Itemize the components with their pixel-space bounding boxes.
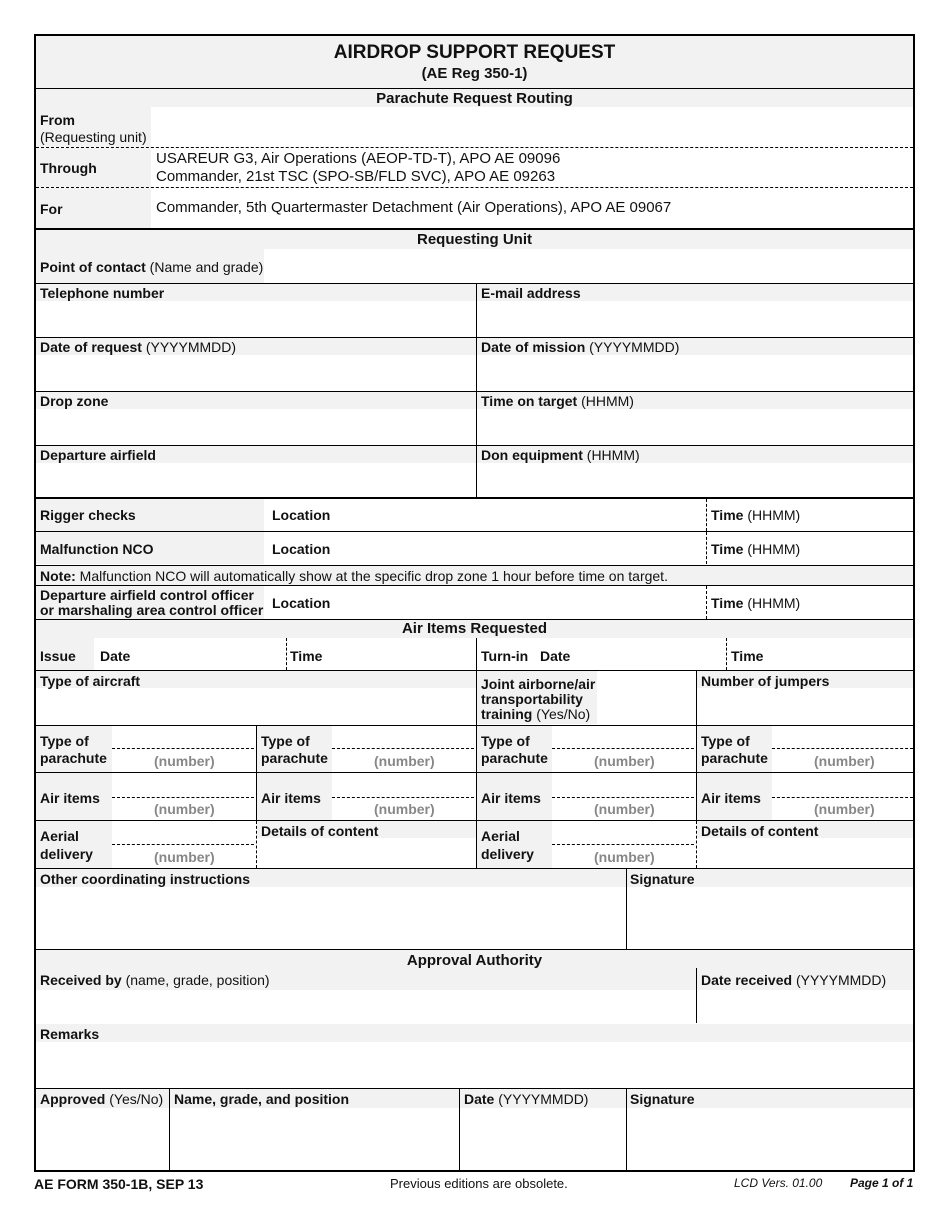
parachute-type-field-2[interactable] (334, 728, 474, 748)
instructions-signature-field[interactable] (628, 888, 912, 948)
date-received-label: Date received (YYYYMMDD) (701, 972, 887, 988)
obsolete-note: Previous editions are obsolete. (390, 1176, 568, 1191)
through-line-2: Commander, 21st TSC (SPO-SB/FLD SVC), APO AE 09263 (156, 168, 556, 185)
aerial-delivery-field-1[interactable] (114, 823, 254, 843)
air-items-label-2: Air items (261, 790, 321, 806)
from-sub-label: (Requesting unit) (40, 129, 147, 145)
date-request-label: Date of request (YYYYMMDD) (40, 339, 237, 355)
poc-field[interactable] (266, 250, 912, 282)
details-content-field-1[interactable] (258, 839, 474, 867)
routing-header: Parachute Request Routing (376, 90, 573, 107)
parachute-number-field-1[interactable] (114, 750, 254, 770)
aerial-delivery-label-1a: Aerial (40, 828, 79, 844)
date-mission-label: Date of mission (YYYYMMDD) (481, 339, 680, 355)
air-items-field-1[interactable] (114, 776, 254, 796)
rigger-time-label: Time (HHMM) (711, 507, 801, 523)
details-content-label-1: Details of content (261, 823, 379, 839)
note-text: Note: Malfunction NCO will automatically show at the specific drop zone 1 hour before time on target. (40, 568, 668, 584)
issue-label: Issue (40, 648, 76, 664)
air-items-field-3[interactable] (554, 776, 694, 796)
air-items-label-4: Air items (701, 790, 761, 806)
rigger-time-field[interactable] (816, 500, 912, 530)
type-parachute-label-2a: Type of (261, 733, 310, 749)
from-field[interactable] (152, 108, 912, 146)
type-parachute-label-1b: parachute (40, 750, 107, 766)
parachute-type-field-1[interactable] (114, 728, 254, 748)
type-parachute-label-4a: Type of (701, 733, 750, 749)
turnin-label: Turn-in (481, 648, 529, 664)
jumpers-field[interactable] (698, 689, 912, 723)
type-aircraft-field[interactable] (36, 689, 474, 723)
time-on-target-label: Time on target (HHMM) (481, 393, 634, 409)
rigger-location-label: Location (272, 507, 331, 523)
requesting-unit-header: Requesting Unit (417, 231, 532, 248)
through-label: Through (40, 160, 97, 176)
departure-airfield-label: Departure airfield (40, 447, 156, 463)
joint-label-1: Joint airborne/air (481, 676, 596, 692)
air-items-label-3: Air items (481, 790, 541, 806)
approved-label: Approved (Yes/No) (40, 1091, 164, 1107)
instructions-signature-label: Signature (630, 871, 695, 887)
dacco-time-field[interactable] (816, 587, 912, 618)
remarks-field[interactable] (36, 1043, 912, 1087)
aerial-number-2: (number) (594, 849, 655, 865)
drop-zone-label: Drop zone (40, 393, 109, 409)
air-items-number-3: (number) (594, 801, 655, 817)
dacco-location-label: Location (272, 595, 331, 611)
page-number: Page 1 of 1 (850, 1176, 914, 1190)
parachute-number-field-2[interactable] (334, 750, 474, 770)
malfunction-nco-label: Malfunction NCO (40, 541, 154, 557)
dacco-location-field[interactable] (346, 587, 704, 618)
drop-zone-field[interactable] (36, 410, 474, 444)
aerial-delivery-label-2a: Aerial (481, 828, 520, 844)
parachute-number-field-4[interactable] (774, 750, 912, 770)
remarks-label: Remarks (40, 1026, 100, 1042)
jumpers-label: Number of jumpers (701, 673, 830, 689)
received-by-label: Received by (name, grade, position) (40, 972, 270, 988)
joint-label-2: transportability (481, 691, 583, 707)
form-id: AE FORM 350-1B, SEP 13 (34, 1176, 204, 1192)
approver-name-label: Name, grade, and position (174, 1091, 350, 1107)
rigger-location-field[interactable] (346, 500, 704, 530)
joint-label-3: training (Yes/No) (481, 706, 591, 722)
turnin-time-label: Time (731, 648, 764, 664)
through-line-1: USAREUR G3, Air Operations (AEOP-TD-T), APO AE 09096 (156, 150, 561, 167)
from-label: From (40, 112, 75, 128)
parachute-type-field-3[interactable] (554, 728, 694, 748)
instructions-field[interactable] (36, 888, 624, 948)
type-aircraft-label: Type of aircraft (40, 673, 141, 689)
rigger-checks-label: Rigger checks (40, 507, 136, 523)
malfunction-time-label: Time (HHMM) (711, 541, 801, 557)
approval-date-label: Date (YYYYMMDD) (464, 1091, 589, 1107)
details-content-field-2[interactable] (698, 839, 912, 867)
date-request-field[interactable] (36, 356, 474, 390)
type-parachute-label-4b: parachute (701, 750, 768, 766)
issue-time-field[interactable] (328, 639, 474, 669)
type-parachute-label-3a: Type of (481, 733, 530, 749)
don-equipment-field[interactable] (477, 464, 912, 497)
approval-signature-field[interactable] (628, 1109, 912, 1169)
email-field[interactable] (477, 302, 912, 336)
aerial-delivery-field-2[interactable] (554, 823, 694, 843)
email-label: E-mail address (481, 285, 581, 301)
departure-airfield-field[interactable] (36, 464, 474, 497)
date-mission-field[interactable] (477, 356, 912, 390)
approval-date-field[interactable] (461, 1109, 624, 1169)
aerial-number-1: (number) (154, 849, 215, 865)
malfunction-location-field[interactable] (346, 533, 704, 563)
parachute-type-field-4[interactable] (774, 728, 912, 748)
details-content-label-2: Details of content (701, 823, 819, 839)
parachute-number-3: (number) (594, 753, 655, 769)
issue-date-field[interactable] (141, 639, 284, 669)
type-parachute-label-3b: parachute (481, 750, 548, 766)
parachute-number-1: (number) (154, 753, 215, 769)
don-equipment-label: Don equipment (HHMM) (481, 447, 640, 463)
air-items-field-2[interactable] (334, 776, 474, 796)
version: LCD Vers. 01.00 (734, 1176, 823, 1190)
poc-label: Point of contact (Name and grade) (40, 259, 264, 275)
type-parachute-label-2b: parachute (261, 750, 328, 766)
telephone-label: Telephone number (40, 285, 165, 301)
turnin-time-field[interactable] (771, 639, 912, 669)
air-items-header: Air Items Requested (401, 620, 548, 637)
received-by-field[interactable] (36, 991, 694, 1023)
air-items-number-4: (number) (814, 801, 875, 817)
aerial-delivery-label-2b: delivery (481, 846, 534, 862)
airdrop-support-request-form (34, 34, 915, 1172)
instructions-label: Other coordinating instructions (40, 871, 251, 887)
time-on-target-field[interactable] (477, 410, 912, 444)
date-received-field[interactable] (698, 991, 912, 1023)
dacco-label-2: or marshaling area control officer (40, 602, 264, 618)
joint-training-field[interactable] (599, 672, 694, 723)
type-parachute-label-1a: Type of (40, 733, 89, 749)
malfunction-location-label: Location (272, 541, 331, 557)
for-value: Commander, 5th Quartermaster Detachment (Air Operations), APO AE 09067 (156, 199, 672, 216)
dacco-time-label: Time (HHMM) (711, 595, 801, 611)
issue-date-label: Date (100, 648, 131, 664)
approved-field[interactable] (36, 1109, 167, 1169)
approval-signature-label: Signature (630, 1091, 695, 1107)
turnin-date-label: Date (540, 648, 571, 664)
parachute-number-field-3[interactable] (554, 750, 694, 770)
form-title: AIRDROP SUPPORT REQUEST (333, 42, 616, 63)
turnin-date-field[interactable] (581, 639, 724, 669)
air-items-number-1: (number) (154, 801, 215, 817)
aerial-delivery-label-1b: delivery (40, 846, 93, 862)
for-label: For (40, 201, 63, 217)
air-items-number-2: (number) (374, 801, 435, 817)
approval-header: Approval Authority (406, 952, 543, 969)
dacco-label-1: Departure airfield control officer (40, 587, 254, 603)
approver-name-field[interactable] (171, 1109, 457, 1169)
telephone-field[interactable] (36, 302, 474, 336)
malfunction-time-field[interactable] (816, 533, 912, 563)
parachute-number-4: (number) (814, 753, 875, 769)
form-subtitle: (AE Reg 350-1) (421, 65, 528, 82)
issue-time-label: Time (290, 648, 323, 664)
air-items-field-4[interactable] (774, 776, 912, 796)
air-items-label-1: Air items (40, 790, 100, 806)
parachute-number-2: (number) (374, 753, 435, 769)
